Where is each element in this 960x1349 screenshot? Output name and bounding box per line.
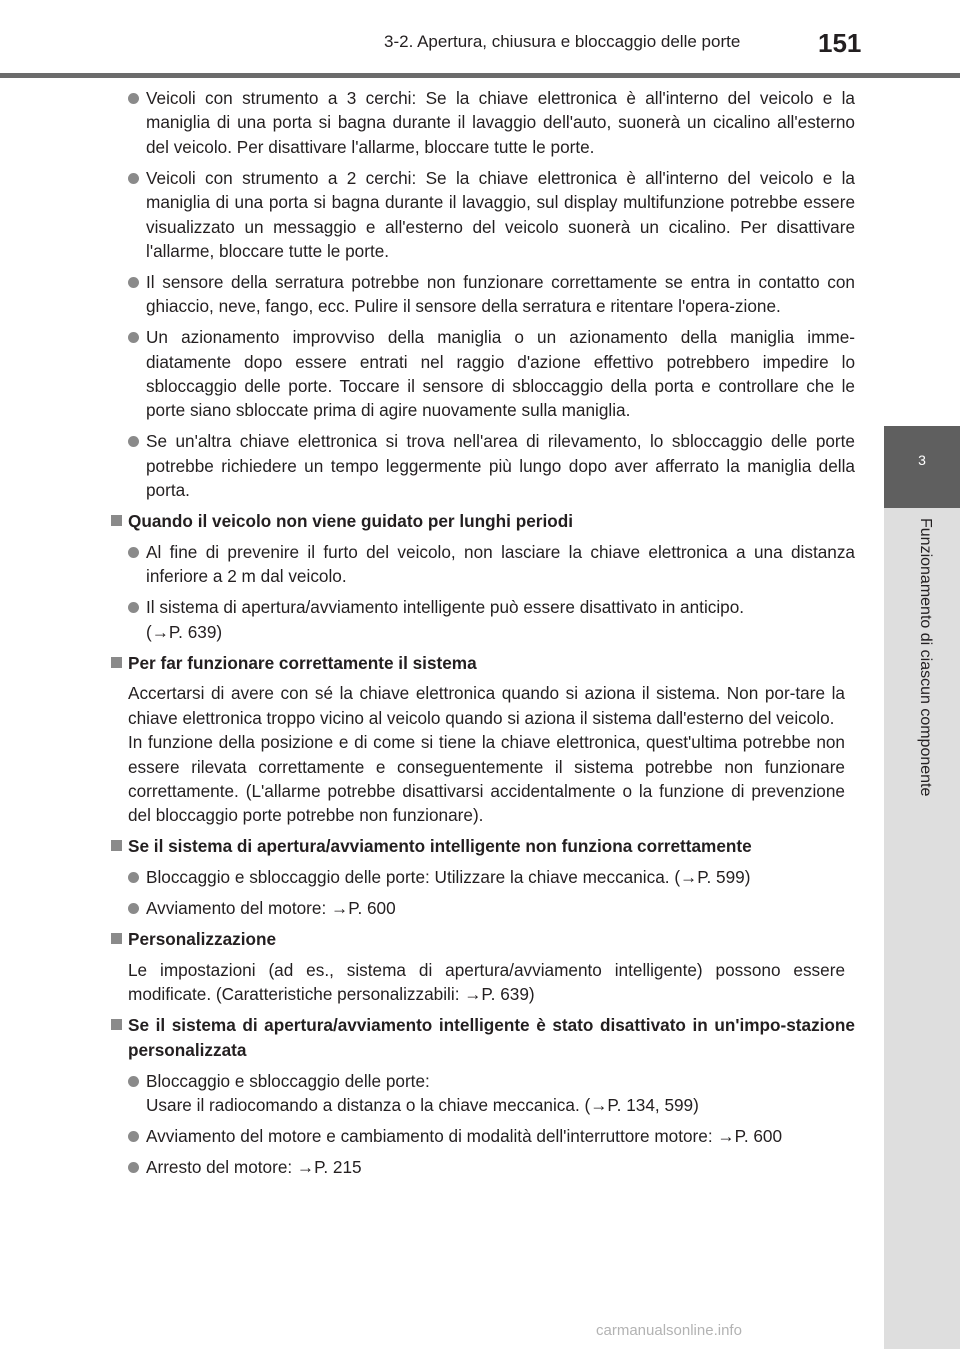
page-number: 151 (818, 28, 862, 58)
list-item-text: Un azionamento improvviso della maniglia o un azionamento della maniglia imme-diatamente dopo essere entrati nel raggio d'azione effettivo potrebbero impedire lo sbloccaggio delle porte. Toccare il sensore di sbloccaggio della porta e controllare che le porte siano sbloccate prima di agire nuovamente sulla maniglia. (146, 327, 855, 421)
section-square-icon (111, 933, 122, 944)
section-square-icon (111, 1019, 122, 1030)
paragraph-text: Accertarsi di avere con sé la chiave elettronica quando si aziona il sistema. Non por-tare la chiave elettronica troppo vicino al veicolo quando si aziona il sistema dall'esterno del veicolo. (128, 683, 845, 728)
watermark: carmanualsonline.info (596, 1322, 742, 1339)
section-heading: Quando il veicolo non viene guidato per lunghi periodi (128, 511, 573, 531)
section-malfunction (110, 834, 855, 920)
list-item-text: Avviamento del motore e cambiamento di modalità dell'interruttore motore: →P. 600 (146, 1125, 783, 1146)
list-item-text: Bloccaggio e sbloccaggio delle porte: Utilizzare la chiave meccanica. (→P. 599) (146, 867, 751, 888)
section-disabled (110, 1013, 855, 1179)
header-section-title: 3-2. Apertura, chiusura e bloccaggio delle porte (384, 32, 741, 51)
list-item (110, 1155, 855, 1179)
list-item (110, 166, 855, 264)
page-content (110, 86, 855, 1186)
bullet-dot-icon (128, 903, 139, 914)
section-square-icon (111, 515, 122, 526)
bullet-dot-icon (128, 547, 139, 558)
bullet-dot-icon (128, 872, 139, 883)
list-item-text: Veicoli con strumento a 3 cerchi: Se la chiave elettronica è all'interno del veicolo e la maniglia di una porta si bagna durante il lavaggio dell'auto, suonerà un cicalino all'esterno del veicolo. Per disattivare l'allarme, bloccare tutte le porte. (146, 88, 855, 157)
list-item (110, 325, 855, 423)
list-item-text: Al fine di prevenire il furto del veicolo, non lasciare la chiave elettronica a una distanza inferiore a 2 m dal veicolo. (146, 541, 855, 587)
bullet-dot-icon (128, 277, 139, 288)
section-heading: Se il sistema di apertura/avviamento intelligente non funziona correttamente (128, 836, 752, 857)
list-item-text: Se un'altra chiave elettronica si trova nell'area di rilevamento, lo sbloccaggio delle porte potrebbe richiedere un tempo leggermente più lungo dopo aver afferrato la maniglia della porta. (146, 431, 855, 501)
list-item (110, 865, 855, 889)
list-item-text: Il sensore della serratura potrebbe non funzionare correttamente se entra in contatto con ghiaccio, neve, fango, ecc. Pulire il sensore della serratura e ritentare l'opera-zione. (146, 271, 855, 317)
chapter-number: 3 (918, 452, 926, 468)
bullet-dot-icon (128, 1162, 139, 1173)
section-heading: Personalizzazione (128, 929, 277, 950)
list-item (110, 896, 855, 920)
bullet-dot-icon (128, 93, 139, 104)
list-item (110, 86, 855, 159)
list-item (110, 595, 855, 644)
section-square-icon (111, 840, 122, 851)
list-item-text: Veicoli con strumento a 2 cerchi: Se la chiave elettronica è all'interno del veicolo e la maniglia di una porta si bagna durante il lavaggio, sul display multifunzione potrebbe essere visualizzato un messaggio e all'esterno del veicolo suonerà un cicalino. Per disattivare l'allarme, bloccare tutte le porte. (146, 167, 855, 261)
bullet-dot-icon (128, 436, 139, 447)
section-customization (110, 927, 855, 1007)
chapter-tab[interactable] (884, 426, 960, 508)
list-item-text: Arresto del motore: →P. 215 (146, 1156, 362, 1177)
bullet-dot-icon (128, 602, 139, 613)
section-correct-operation (110, 651, 855, 828)
list-item (110, 429, 855, 502)
page-reference: (→P. 639) (146, 621, 223, 642)
section-heading: Se il sistema di apertura/avviamento intelligente è stato disattivato in un'impo-stazione personalizzata (128, 1015, 855, 1060)
list-item (110, 1124, 855, 1148)
bullet-dot-icon (128, 332, 139, 343)
section-square-icon (111, 657, 122, 668)
list-item (110, 270, 855, 319)
chapter-label: Funzionamento di ciascun componente (917, 518, 934, 797)
list-item-text: Avviamento del motore: →P. 600 (146, 898, 396, 919)
section-unused-vehicle (110, 509, 855, 644)
list-item-text: Il sistema di apertura/avviamento intelligente può essere disattivato in anticipo. (146, 597, 745, 618)
paragraph (128, 681, 855, 827)
header-rule (0, 73, 960, 78)
bullet-dot-icon (128, 1076, 139, 1087)
list-item (110, 1069, 855, 1118)
list-item (110, 540, 855, 589)
list-item-text: Bloccaggio e sbloccaggio delle porte: (146, 1070, 430, 1091)
paragraph-text: In funzione della posizione e di come si tiene la chiave elettronica, quest'ultima potrebbe non essere rilevata correttamente e conseguentemente il sistema potrebbe non funzionare correttamente. (L'allarme potrebbe disattivarsi accidentalmente o la funzione di prevenzione del bloccaggio porte potrebbe non funzionare). (128, 732, 845, 826)
section-heading: Per far funzionare correttamente il sistema (128, 652, 477, 673)
bullet-dot-icon (128, 1131, 139, 1142)
paragraph (128, 958, 855, 1007)
list-item-text: Usare il radiocomando a distanza o la chiave meccanica. (→P. 134, 599) (146, 1095, 699, 1116)
bullet-dot-icon (128, 173, 139, 184)
paragraph-text: Le impostazioni (ad es., sistema di apertura/avviamento intelligente) possono essere modificate. (Caratteristiche personalizzabili: →P. 639) (128, 960, 845, 1005)
